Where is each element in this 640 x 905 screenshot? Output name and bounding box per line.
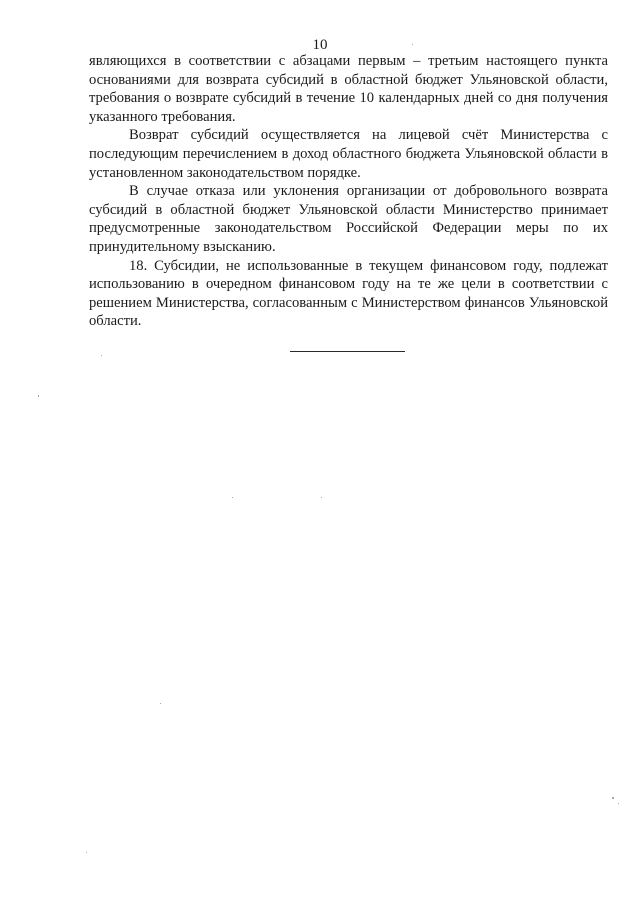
paragraph-enforced-recovery: В случае отказа или уклонения организации от добровольного возврата субсидий в областной бюджет Ульяновской области Министерство принимает предусмотренные законодательством Российской Федерации меры по их принудительному взысканию. — [89, 183, 608, 255]
scan-speck — [38, 395, 39, 397]
paragraph-item-18: 18. Субсидии, не использованные в текущем финансовом году, подлежат использованию в очередном финансовом году на те же цели в соответствии с решением Министерства, согласованным с Министерством финансов Ульяновской области. — [89, 257, 608, 330]
scan-speck — [160, 703, 161, 704]
end-separator-line — [290, 351, 405, 352]
scan-speck — [86, 852, 87, 853]
scan-speck — [101, 355, 102, 356]
document-body — [89, 52, 608, 331]
scan-speck — [232, 497, 233, 498]
scan-speck — [612, 797, 614, 799]
page-number: 10 — [312, 37, 328, 53]
scan-speck — [412, 44, 413, 45]
scan-speck — [618, 803, 619, 804]
scan-speck — [321, 497, 322, 498]
paragraph-refund-account: Возврат субсидий осуществляется на лицевой счёт Министерства с последующим перечислением в доход областного бюджета Ульяновской области в установленном законодательством порядке. — [89, 127, 608, 181]
paragraph-continuation: являющихся в соответствии с абзацами первым – третьим настоящего пункта основаниями для возврата субсидий в областной бюджет Ульяновской области, требования о возврате субсидий в течение 10 календарных дней со дня получения указанного требования. — [89, 53, 608, 125]
